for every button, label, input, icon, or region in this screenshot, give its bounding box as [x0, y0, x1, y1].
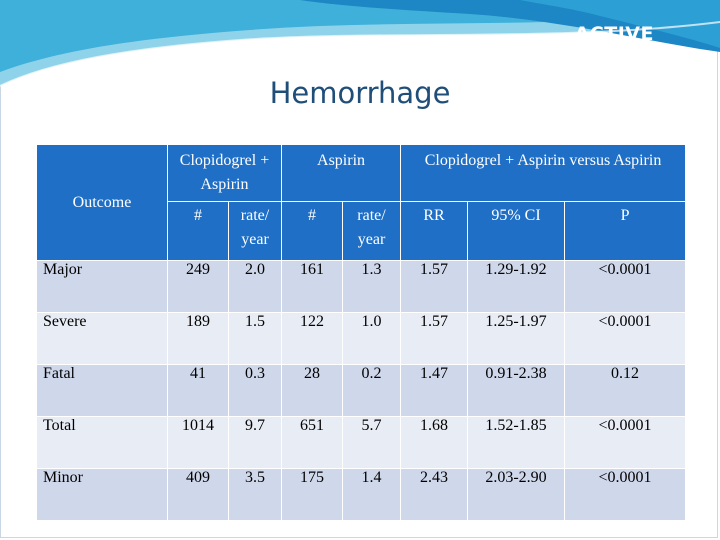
table-cell: 161 — [282, 261, 343, 313]
table-row — [37, 469, 686, 521]
table-cell: <0.0001 — [565, 313, 686, 365]
group-header-comparison: Clopidogrel + Aspirin versus Aspirin — [401, 145, 686, 202]
subheader-rate: rate/ year — [343, 202, 401, 261]
table-cell: 1.4 — [343, 469, 401, 521]
subheader-rate: rate/ year — [229, 202, 282, 261]
table-row — [37, 417, 686, 469]
table-cell: 1.52-1.85 — [468, 417, 565, 469]
table-cell: 249 — [168, 261, 229, 313]
subheader-rr: RR — [401, 202, 468, 261]
table-row — [37, 313, 686, 365]
subheader-ci: 95% CI — [468, 202, 565, 261]
subheader-count: # — [168, 202, 229, 261]
table-row — [37, 261, 686, 313]
group-header-clopidogrel-aspirin: Clopidogrel + Aspirin — [168, 145, 282, 202]
table-cell: 1.68 — [401, 417, 468, 469]
table-cell: 5.7 — [343, 417, 401, 469]
subheader-count: # — [282, 202, 343, 261]
hemorrhage-table — [36, 144, 686, 521]
table-cell: <0.0001 — [565, 261, 686, 313]
table-cell: 3.5 — [229, 469, 282, 521]
subheader-p: P — [565, 202, 686, 261]
table-cell: 0.2 — [343, 365, 401, 417]
table-cell: <0.0001 — [565, 417, 686, 469]
table-cell: 189 — [168, 313, 229, 365]
row-label: Total — [37, 417, 168, 469]
row-label: Major — [37, 261, 168, 313]
table-cell: 9.7 — [229, 417, 282, 469]
row-label: Minor — [37, 469, 168, 521]
table-cell: 0.3 — [229, 365, 282, 417]
table-cell: 1.29-1.92 — [468, 261, 565, 313]
table-cell: 1.47 — [401, 365, 468, 417]
table-cell: 1.0 — [343, 313, 401, 365]
table-cell: 2.0 — [229, 261, 282, 313]
table-cell: 1.5 — [229, 313, 282, 365]
outcome-header: Outcome — [37, 145, 168, 261]
table-cell: 1.3 — [343, 261, 401, 313]
table-cell: 1.57 — [401, 313, 468, 365]
header-group-row — [37, 145, 686, 202]
table-cell: 651 — [282, 417, 343, 469]
table-cell: 0.91-2.38 — [468, 365, 565, 417]
table-row — [37, 365, 686, 417]
table-cell: 409 — [168, 469, 229, 521]
table-cell: 122 — [282, 313, 343, 365]
table-cell: 41 — [168, 365, 229, 417]
table-cell: 1.57 — [401, 261, 468, 313]
table-cell: 1014 — [168, 417, 229, 469]
table-cell: 2.03-2.90 — [468, 469, 565, 521]
slide-title: Hemorrhage — [269, 76, 451, 110]
row-label: Fatal — [37, 365, 168, 417]
table-cell: 28 — [282, 365, 343, 417]
brand-logo-text: ACTIVE — [574, 23, 654, 45]
row-label: Severe — [37, 313, 168, 365]
group-header-aspirin: Aspirin — [282, 145, 401, 202]
table-cell: 1.25-1.97 — [468, 313, 565, 365]
table-cell: <0.0001 — [565, 469, 686, 521]
table-cell: 175 — [282, 469, 343, 521]
table-cell: 0.12 — [565, 365, 686, 417]
table-cell: 2.43 — [401, 469, 468, 521]
